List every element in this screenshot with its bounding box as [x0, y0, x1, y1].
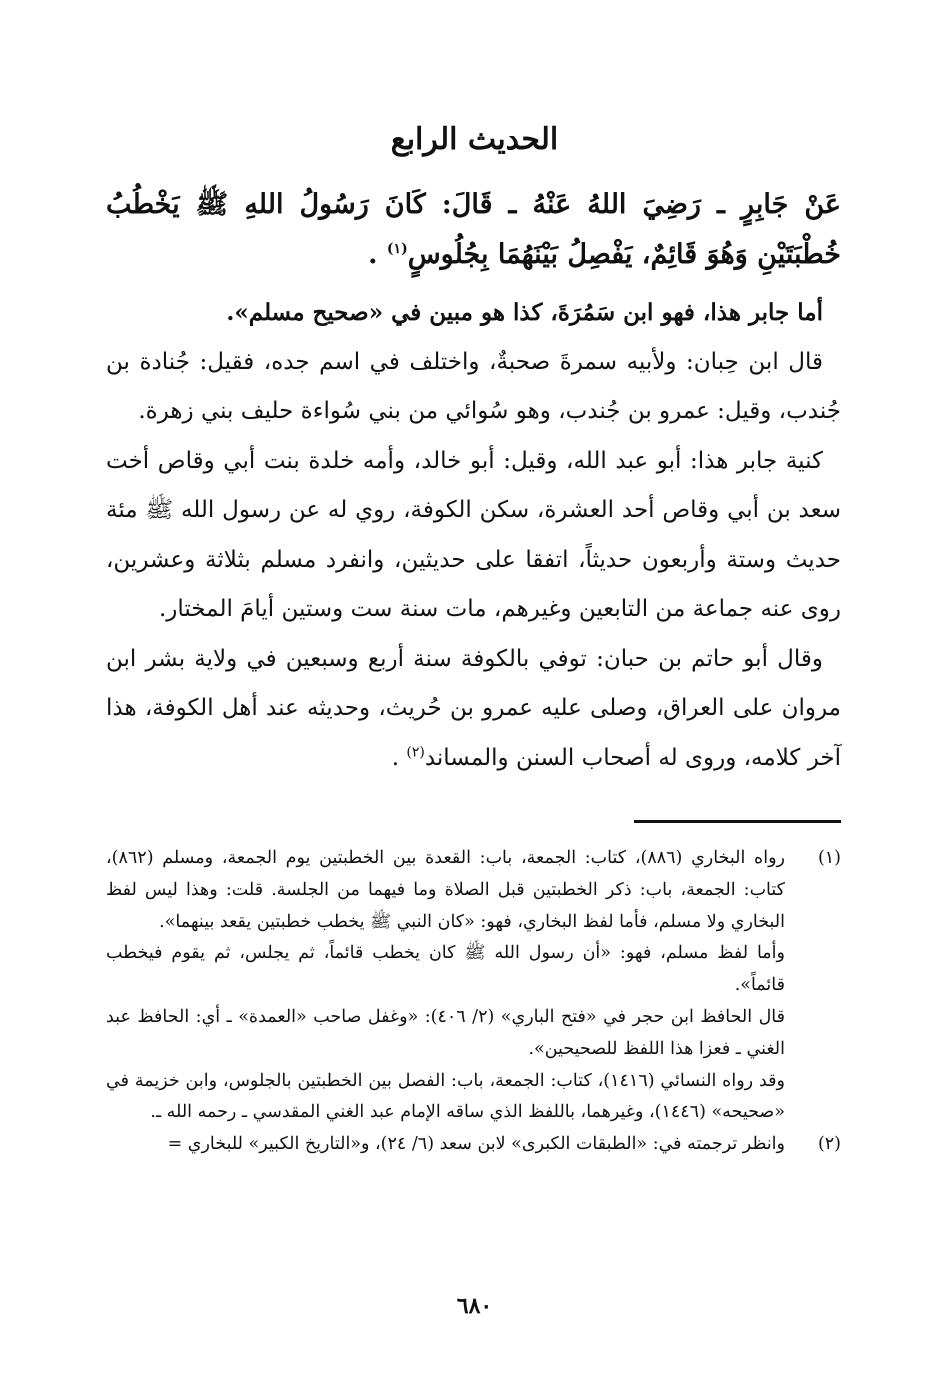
footnote-paragraph: رواه البخاري (٨٨٦)، كتاب: الجمعة، باب: القعدة بين الخطبتين يوم الجمعة، ومسلم (٨٦٢)، كتاب: الجمعة، باب: ذكر الخطبتين قبل الصلاة وما فيهما من الجلسة. قلت: وهذا ليس لفظ البخاري ولا مسلم، فأما لفظ البخاري، فهو: «كان النبي ﷺ يخطب خطبتين يقعد بينهما».	[106, 848, 785, 932]
footnote-number: (٢)	[817, 1134, 841, 1155]
footnote-ref-2[interactable]: (٢)	[406, 743, 425, 760]
footnote-paragraph: وأما لفظ مسلم، فهو: «أن رسول الله ﷺ كان يخطب قائماً، ثم يجلس، ثم يقوم فيخطب قائماً».	[106, 943, 785, 996]
hadith-text-block	[106, 180, 841, 280]
page-title: الحديث الرابع	[390, 122, 559, 157]
hadith-text: عَنْ جَابِرٍ ـ رَضِيَ اللهُ عَنْهُ ـ قَالَ: كَانَ رَسُولُ اللهِ ﷺ يَخْطُبُ خُطْبَتَيْنِ وَهُوَ قَائِمٌ، يَفْصِلُ بَيْنَهُمَا بِجُلُوسٍ	[106, 189, 841, 270]
paragraph-last	[106, 635, 841, 784]
footnote-paragraph: وانظر ترجمته في: «الطبقات الكبرى» لابن سعد (٦/ ٢٤)، و«التاريخ الكبير» للبخاري =	[167, 1134, 785, 1155]
footnote-body	[106, 1129, 785, 1161]
paragraph: أما جابر هذا، فهو ابن سَمُرَةَ، كذا هو مبين في «صحيح مسلم».	[226, 299, 823, 326]
paragraph-last-text: وقال أبو حاتم بن حبان: توفي بالكوفة سنة أربع وسبعين في ولاية بشر ابن مروان على العراق، وصلى عليه عمرو بن حُريث، وحديثه عند أهل الكوفة، هذا آخر كلامه، وروى له أصحاب السنن والمساند	[106, 645, 841, 771]
paragraph: كنية جابر هذا: أبو عبد الله، وقيل: أبو خالد، وأمه خلدة بنت أبي وقاص أخت سعد بن أبي وقاص أحد العشرة، سكن الكوفة، روي له عن رسول الله ﷺ مئة حديث وستة وأربعون حديثاً، اتفقا على حديثين، وانفرد مسلم بثلاثة وعشرين، روى عنه جماعة من التابعين وغيرهم، مات سنة ست وستين أيامَ المختار.	[106, 447, 841, 622]
footnote-separator	[634, 820, 841, 823]
footnotes	[106, 843, 841, 1161]
paragraph: قال ابن حِبان: ولأبيه سمرةَ صحبةٌ، واختلف في اسم جده، فقيل: جُنادة بن جُندب، وقيل: عمرو بن جُندب، وهو سُوائي من بني سُواءة حليف بني زهرة.	[106, 348, 841, 424]
footnote-2	[106, 1129, 841, 1161]
footnote-number: (١)	[817, 848, 841, 868]
hadith-end: .	[368, 239, 387, 270]
footnote-ref-1[interactable]: (١)	[386, 241, 408, 257]
commentary-body	[106, 288, 841, 783]
footnote-1	[106, 843, 841, 1129]
footnote-paragraph: قال الحافظ ابن حجر في «فتح الباري» (٢/ ٤٠٦): «وغفل صاحب «العمدة» ـ أي: الحافظ عبد الغني ـ فعزا هذا اللفظ للصحيحين».	[106, 1006, 785, 1059]
footnote-paragraph: وقد رواه النسائي (١٤١٦)، كتاب: الجمعة، باب: الفصل بين الخطبتين بالجلوس، وابن خزيمة في «صحيحه» (١٤٤٦)، وغيرهما، باللفظ الذي ساقه الإمام عبد الغني المقدسي ـ رحمه الله ـ.	[106, 1070, 785, 1123]
page-number: ٦٨٠	[456, 1293, 493, 1319]
footnote-body	[106, 843, 785, 1129]
paragraph-last-end: .	[391, 744, 407, 771]
